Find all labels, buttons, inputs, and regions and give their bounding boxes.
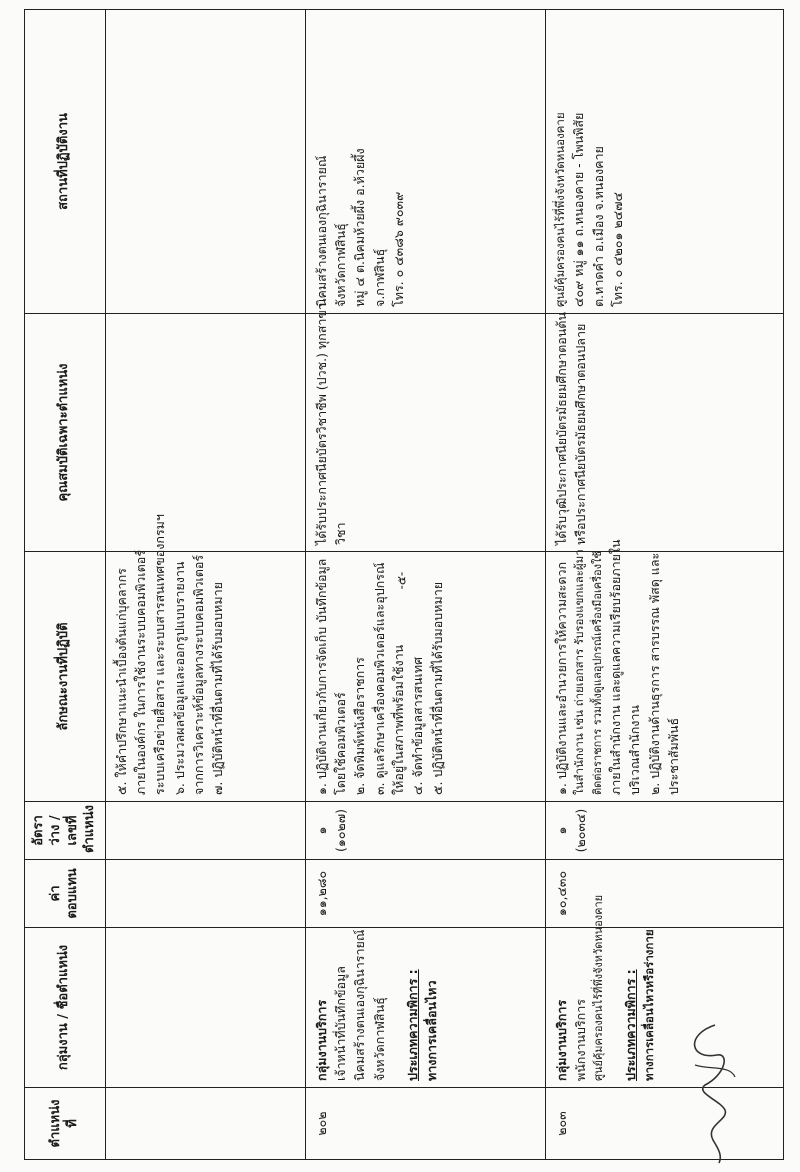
duty-line: โดยใช้คอมพิวเตอร์ [332,692,348,795]
duty-line: ๒. ปฏิบัติงานด้านธุรการ สารบรรณ พัสดุ และ [646,552,662,795]
workplace-line: จังหวัดกาฬสินธุ์ [332,223,348,307]
duty-line: ในสำนักงาน เช่น ถ่ายเอกสาร รับรองแขกและผู้มา [571,549,586,795]
header-workplace: สถานที่ปฏิบัติงาน [25,10,106,314]
qualifications [305,303,545,552]
rate-count: ๑ [553,826,569,835]
position-title: ศูนย์คุ้มครองคนไร้ที่พึ่งจังหวัดหนองคาย [592,894,606,1081]
workplace-line: โทร. ๐ ๔๓๘๖ ๙๐๓๙ [391,191,407,307]
rate-number: (๑๐๒๗) [332,809,348,852]
page-number: -๕- [394,571,409,590]
duty-line: ๑. ปฏิบัติงานและอำนวยการให้ความสะดวก [553,561,569,795]
group-position [305,928,545,1088]
duty-line: ๓. ดูแลรักษาเครื่องคอมพิวเตอร์และอุปกรณ์ [371,562,387,795]
qualification-line: วิชา [332,522,348,545]
duty-line: ติดต่อราชการ รวมทั้งดูแลอุปกรณ์เครื่องมือเครื่องใช้ [590,551,604,795]
group-label: กลุ่มงานบริการ [553,999,569,1081]
handwritten-signature-icon [675,1015,745,1165]
duty-line: ประชาสัมพันธ์ [665,717,681,795]
disability-type-label: ประเภทความพิการ : [405,969,421,1081]
group-position [545,894,783,1088]
position-title: พนักงานบริการ [572,999,588,1081]
vacancy-table [24,9,784,1160]
position-title: จังหวัดกาฬสินธุ์ [371,997,387,1081]
workplace [305,10,545,314]
group-label: กลุ่มงานบริการ [313,999,329,1081]
salary: ๑๑,๒๘๐ [305,860,545,928]
table-row [545,10,783,1160]
rate [305,802,545,860]
duty-line: ๕. ให้คำปรึกษาแนะนำเบื้องต้นแก่บุคลากร [113,568,129,795]
qualification-line: ได้รับประกาศนียบัตรวิชาชีพ (ปวช.) ทุกสาขา [313,303,329,545]
qualifications [545,314,783,552]
duty-line: ๕. ปฏิบัติหน้าที่อื่นตามที่ได้รับมอบหมาย [429,581,445,795]
header-group-position: กลุ่มงาน / ชื่อตำแหน่ง [25,928,106,1088]
workplace-line: หมู่ ๔ ต.นิคมห้วยผึ้ง อ.ห้วยผึ้ง [352,148,368,307]
disability-type-value: ทางการเคลื่อนไหวหรือร่างกาย [641,929,656,1081]
table-header-row [25,10,106,1160]
workplace-line: ต.หาดคำ อ.เมือง จ.หนองคาย [590,146,606,307]
salary: ๑๐,๔๓๐ [545,860,783,928]
workplace [545,10,783,314]
position-title: นิคมสร้างตนเองกุฉินารายณ์ [352,929,368,1081]
rate [545,802,783,860]
duty-line: ๖. ประมวลผลข้อมูลและออกรูปแบบรายงาน [171,561,187,795]
workplace-line: จ.กาฬสินธุ์ [371,248,387,307]
position-no: ๒๐๒ [305,1088,545,1160]
rate-count: ๑ [313,826,329,835]
duty-line: ภายในสำนักงาน และดูแลความเรียบร้อยภายใน [607,539,623,795]
position-title: เจ้าหน้าที่บันทึกข้อมูล [332,966,348,1081]
header-duties: ลักษณะงานที่ปฏิบัติ [25,552,106,802]
position-no: ๒๐๓ [545,1088,783,1160]
header-rate: อัตราว่าง / เลขที่ ตำแหน่ง [25,802,106,860]
header-position-no: ตำแหน่ง ที่ [25,1088,106,1160]
duty-line: ๔. จัดทำข้อมูลสารสนเทศ [410,656,426,795]
duty-line: ภายในองค์กร ในการใช้งานระบบคอมพิวเตอร์ [132,550,148,795]
workplace-line: ๔๐๙ หมู่ ๑๑ ถ.หนองคาย - โพนพิสัย [571,112,587,307]
rotated-table-container [24,10,784,1160]
header-qualifications: คุณสมบัติเฉพาะตำแหน่ง [25,314,106,552]
duty-line: บริเวณสำนักงาน [627,705,643,795]
duty-line: ๗. ปฏิบัติหน้าที่อื่นตามที่ได้รับมอบหมาย [210,582,226,795]
table-row [305,10,545,1160]
qualification-line: หรือประกาศนียบัตรมัธยมศึกษาตอนปลาย [572,323,588,545]
disability-type-label: ประเภทความพิการ : [623,969,639,1081]
duty-line: ให้อยู่ในสภาพที่พร้อมใช้งาน [391,644,407,795]
duty-line: ระบบเครือข่ายสื่อสาร และระบบสารสนเทศของกรมฯ [152,514,168,795]
duties [545,539,783,802]
workplace-line: ศูนย์คุ้มครองคนไร้ที่พึ่งจังหวัดหนองคาย [552,112,567,307]
qualification-line: ได้รับวุฒิประกาศนียบัตรมัธยมศึกษาตอนต้น [553,312,569,545]
header-salary: ค่า ตอบแทน [25,860,106,928]
duties-continued [105,514,305,802]
table-row-continued [105,10,305,1160]
duties [305,552,545,802]
rate-number: (๒๐๓๔) [572,808,588,853]
duty-line: ๒. จัดพิมพ์หนังสือราชการ [352,657,368,795]
disability-type-value: ทางการเคลื่อนไหว [424,980,440,1081]
duty-line: ๑. ปฏิบัติงานเกี่ยวกับการจัดเก็บ บันทึกข้อมูล [313,558,329,795]
workplace-line: โทร. ๐ ๔๒๐๑ ๒๔๗๔ [610,191,626,307]
workplace-line: นิคมสร้างตนเองกุฉินารายณ์ [313,155,329,307]
duty-line: จากการวิเคราะห์ข้อมูลทางระบบคอมพิวเตอร์ [191,554,207,795]
